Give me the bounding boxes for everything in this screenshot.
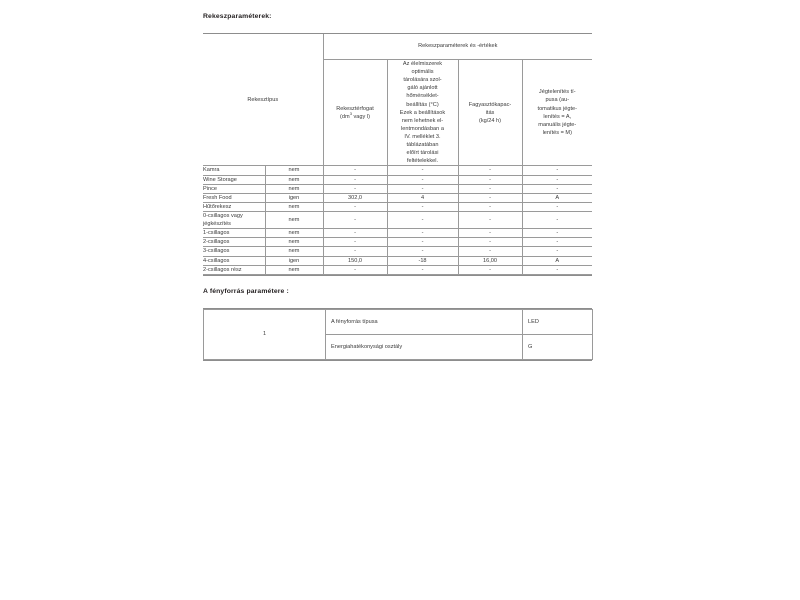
- light-source-value: LED: [523, 309, 593, 334]
- cell-compartment-type: Hűtőrekesz: [203, 202, 265, 211]
- cell-compartment-temperature: -: [387, 247, 458, 256]
- cell-defrost-type: -: [522, 265, 592, 274]
- between-tables-gap: [203, 276, 592, 288]
- cell-freezing-capacity: -: [458, 229, 522, 238]
- cell-defrost-type: -: [522, 166, 592, 175]
- header-freezing-capacity: [458, 60, 522, 166]
- light-source-table-wrapper: [203, 308, 592, 361]
- cell-compartment-present: nem: [265, 202, 323, 211]
- cell-compartment-volume: -: [323, 238, 387, 247]
- compartment-table-body: [203, 166, 592, 274]
- cell-compartment-temperature: -: [387, 175, 458, 184]
- cell-compartment-volume: -: [323, 229, 387, 238]
- cell-compartment-volume: -: [323, 265, 387, 274]
- light-source-row: [204, 309, 593, 334]
- cell-freezing-capacity: -: [458, 247, 522, 256]
- header-temperature-line7: Ezek a beállítások: [399, 109, 446, 116]
- table-row: [203, 238, 592, 247]
- cell-compartment-type: Pince: [203, 184, 265, 193]
- header-temperature-line4: gáló ajánlott: [407, 85, 438, 92]
- cell-compartment-type: Kamra: [203, 166, 265, 175]
- table-row: [203, 211, 592, 228]
- cell-compartment-present: nem: [265, 238, 323, 247]
- cell-compartment-present: nem: [265, 166, 323, 175]
- header-defrost-line1: Jégtelenítés tí-: [538, 89, 576, 96]
- compartment-table-wrapper: [203, 33, 592, 276]
- header-freezing-line1: Fagyasztókapac-: [468, 101, 512, 108]
- cell-freezing-capacity: -: [458, 238, 522, 247]
- light-source-index: 1: [204, 309, 326, 359]
- header-defrost-line2: pusa (au-: [545, 97, 570, 104]
- table-row: [203, 229, 592, 238]
- cell-compartment-volume: -: [323, 247, 387, 256]
- header-compartment-type: Rekesztípus: [203, 34, 323, 166]
- cell-compartment-temperature: -: [387, 265, 458, 274]
- table-row: [203, 193, 592, 202]
- table-row: [203, 166, 592, 175]
- header-volume-line2: [324, 110, 387, 121]
- cell-compartment-temperature: -: [387, 211, 458, 228]
- header-volume-unit-post: vagy l): [351, 113, 370, 120]
- light-source-label: Energiahatékonysági osztály: [326, 334, 523, 359]
- cell-freezing-capacity: -: [458, 211, 522, 228]
- cell-compartment-present: nem: [265, 265, 323, 274]
- header-volume-line1: Rekesztérfogat: [336, 105, 374, 112]
- cell-defrost-type: -: [522, 238, 592, 247]
- cell-compartment-temperature: -: [387, 229, 458, 238]
- document-body: [203, 0, 592, 361]
- light-title-gap: [203, 295, 592, 308]
- header-temperature-line13: feltételekkel.: [406, 158, 439, 165]
- header-temperature-line11: táblázatában: [406, 142, 439, 149]
- light-source-parameters-table: [203, 309, 593, 360]
- cell-compartment-volume: -: [323, 184, 387, 193]
- cell-compartment-volume: 150,0: [323, 256, 387, 265]
- header-freezing-line2: itás: [485, 109, 495, 116]
- cell-compartment-volume: -: [323, 166, 387, 175]
- cell-compartment-temperature: -18: [387, 256, 458, 265]
- light-source-value: G: [523, 334, 593, 359]
- header-volume-unit-sup: 3: [349, 110, 352, 116]
- light-source-label: A fényforrás típusa: [326, 309, 523, 334]
- cell-compartment-volume: -: [323, 202, 387, 211]
- cell-compartment-present: nem: [265, 229, 323, 238]
- cell-compartment-volume: -: [323, 175, 387, 184]
- cell-defrost-type: A: [522, 193, 592, 202]
- light-source-table-body: [204, 309, 593, 359]
- header-defrost-line6: lenítés = M): [542, 129, 572, 136]
- header-temperature-line5: hőmérséklet-: [406, 93, 439, 100]
- header-temperature-line6: beállítás (°C): [406, 101, 439, 108]
- header-temperature-line9: lentmondásban a: [401, 125, 444, 132]
- table-header-row-group: [203, 34, 592, 60]
- cell-compartment-temperature: -: [387, 202, 458, 211]
- cell-compartment-present: nem: [265, 175, 323, 184]
- header-recommended-temperature: [387, 60, 458, 166]
- cell-compartment-volume: 302,0: [323, 193, 387, 202]
- table-row: [203, 184, 592, 193]
- title-table-gap: [203, 20, 592, 33]
- cell-compartment-present: nem: [265, 211, 323, 228]
- cell-defrost-type: -: [522, 202, 592, 211]
- header-volume-unit-pre: (dm: [340, 113, 350, 120]
- cell-compartment-temperature: 4: [387, 193, 458, 202]
- top-spacer: [203, 0, 592, 13]
- cell-defrost-type: -: [522, 184, 592, 193]
- cell-compartment-type: 0-csillagos vagy jégkészítés: [203, 211, 265, 228]
- cell-freezing-capacity: -: [458, 175, 522, 184]
- header-temperature-line1: Az élelmiszerek: [402, 61, 443, 67]
- header-temperature-line3: tárolására szol-: [403, 77, 442, 84]
- cell-compartment-temperature: -: [387, 184, 458, 193]
- cell-compartment-type: 2-csillagos rész: [203, 265, 265, 274]
- cell-compartment-type: 1-csillagos: [203, 229, 265, 238]
- cell-defrost-type: A: [522, 256, 592, 265]
- table-row: [203, 247, 592, 256]
- header-temperature-line10: IV. melléklet 3.: [404, 133, 441, 140]
- cell-compartment-present: igen: [265, 193, 323, 202]
- table-row: [203, 265, 592, 274]
- header-temperature-line2: optimális: [411, 69, 434, 76]
- cell-compartment-type: Fresh Food: [203, 193, 265, 202]
- compartment-parameters-table: [203, 34, 592, 275]
- cell-compartment-type: 2-csillagos: [203, 238, 265, 247]
- cell-compartment-type: Wine Storage: [203, 175, 265, 184]
- cell-freezing-capacity: -: [458, 184, 522, 193]
- header-compartment-volume: [323, 60, 387, 166]
- cell-compartment-present: igen: [265, 256, 323, 265]
- compartment-section-title: Rekeszparaméterek:: [203, 13, 272, 20]
- light-source-section-title: A fényforrás paramétere :: [203, 287, 289, 295]
- cell-freezing-capacity: -: [458, 166, 522, 175]
- cell-compartment-type: 4-csillagos: [203, 256, 265, 265]
- cell-freezing-capacity: 16,00: [458, 256, 522, 265]
- cell-defrost-type: -: [522, 175, 592, 184]
- cell-freezing-capacity: -: [458, 193, 522, 202]
- header-defrost-line5: manuális jégte-: [538, 121, 577, 128]
- cell-defrost-type: -: [522, 229, 592, 238]
- header-parameters-group: Rekeszparaméterek és -értékek: [323, 34, 592, 60]
- cell-compartment-temperature: -: [387, 238, 458, 247]
- header-freezing-line3: (kg/24 h): [478, 117, 502, 124]
- cell-compartment-present: nem: [265, 184, 323, 193]
- cell-compartment-type: 3-csillagos: [203, 247, 265, 256]
- table-row: [203, 202, 592, 211]
- cell-defrost-type: -: [522, 211, 592, 228]
- cell-freezing-capacity: -: [458, 202, 522, 211]
- table-row: [203, 256, 592, 265]
- cell-defrost-type: -: [522, 247, 592, 256]
- cell-compartment-present: nem: [265, 247, 323, 256]
- cell-freezing-capacity: -: [458, 265, 522, 274]
- header-temperature-line12: előírt tárolási: [406, 150, 439, 157]
- header-defrost-line4: lenítés = A,: [543, 113, 572, 120]
- header-defrost-type: [522, 60, 592, 166]
- cell-compartment-volume: -: [323, 211, 387, 228]
- header-defrost-line3: tomatikus jégte-: [537, 105, 577, 112]
- cell-compartment-temperature: -: [387, 166, 458, 175]
- table-row: [203, 175, 592, 184]
- header-temperature-line8: nem lehetnek el-: [401, 117, 444, 124]
